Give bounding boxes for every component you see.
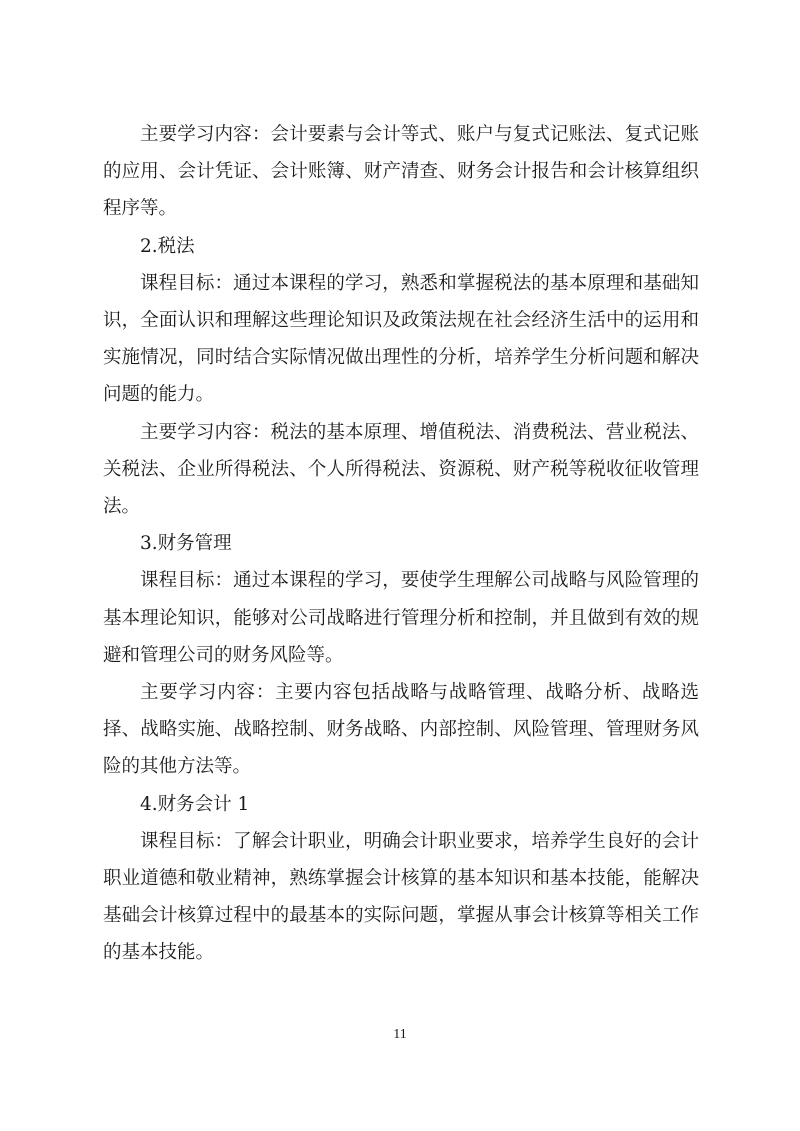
section-heading-financial-accounting-1: 4.财务会计 1 [140,793,250,815]
paragraph-financial-management-content: 主要学习内容：主要内容包括战略与战略管理、战略分析、战略选择、战略实施、战略控制、财务战略、内部控制、风险管理、管理财务风险的其他方法等。 [103,682,699,778]
document-body [103,116,699,972]
section-heading-financial-management: 3.财务管理 [140,533,232,555]
section-heading-tax-law: 2.税法 [140,235,195,257]
paragraph-financial-management-objective: 课程目标：通过本课程的学习，要使学生理解公司战略与风险管理的基本理论知识，能够对公司战略进行管理分析和控制，并且做到有效的规避和管理公司的财务风险等。 [103,570,699,666]
paragraph-tax-law-content: 主要学习内容：税法的基本原理、增值税法、消费税法、营业税法、关税法、企业所得税法、个人所得税法、资源税、财产税等税收征收管理法。 [103,421,699,518]
paragraph-financial-accounting-objective: 课程目标：了解会计职业，明确会计职业要求，培养学生良好的会计职业道德和敬业精神，熟练掌握会计核算的基本知识和基本技能，能解决基础会计核算过程中的最基本的实际问题，掌握从事会计核算等相关工作的基本技能。 [103,830,699,964]
page-number: 11 [393,1027,407,1042]
paragraph-tax-law-objective: 课程目标：通过本课程的学习，熟悉和掌握税法的基本原理和基础知识，全面认识和理解这些理论知识及政策法规在社会经济生活中的运用和实施情况，同时结合实际情况做出理性的分析，培养学生分析问题和解决问题的能力。 [103,272,699,406]
paragraph-accounting-content: 主要学习内容：会计要素与会计等式、账户与复式记账法、复式记账的应用、会计凭证、会计账簿、财产清查、财务会计报告和会计核算组织程序等。 [103,124,699,220]
